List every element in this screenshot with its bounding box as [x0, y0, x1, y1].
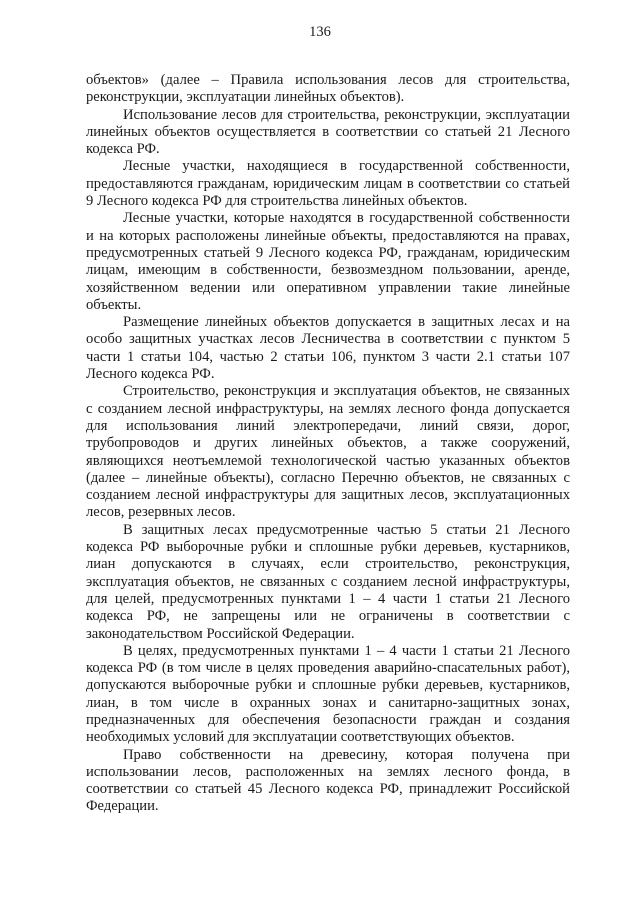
paragraph: Лесные участки, находящиеся в государственной собственности, предоставляются гражданам, юридическим лицам в соответствии со статьей 9 Лесного кодекса РФ для строительства линейных объектов.: [86, 158, 570, 210]
paragraph: В защитных лесах предусмотренные частью 5 статьи 21 Лесного кодекса РФ выборочные рубки и сплошные рубки деревьев, кустарников, лиан допускаются в случаях, если строительство, реконструкция, эксплуатация объектов, не связанных с созданием лесной инфраструктуры, для целей, предусмотренных пунктами 1 – 4 части 1 статьи 21 Лесного кодекса РФ, не запрещены или не ограничены в соответствии с законодательством Российской Федерации.: [86, 521, 570, 642]
paragraph: Лесные участки, которые находятся в государственной собственности и на которых расположены линейные объекты, предоставляются на правах, предусмотренных статьей 9 Лесного кодекса РФ, гражданам, юридическим лицам, имеющим в собственности, безвозмездном пользовании, аренде, хозяйственном ведении или оперативном управлении такие линейные объекты.: [86, 210, 570, 313]
paragraph-continuation: объектов» (далее – Правила использования лесов для строительства, реконструкции, эксплуатации линейных объектов).: [86, 72, 570, 106]
paragraph: В целях, предусмотренных пунктами 1 – 4 части 1 статьи 21 Лесного кодекса РФ (в том числе в целях проведения аварийно-спасательных работ), допускаются выборочные рубки и сплошные рубки деревьев, кустарников, лиан, в том числе в охранных зонах и санитарно-защитных зонах, предназначенных для обеспечения безопасности граждан и создания необходимых условий для эксплуатации соответствующих объектов.: [86, 642, 570, 746]
paragraph: Использование лесов для строительства, реконструкции, эксплуатации линейных объектов осуществляется в соответствии со статьей 21 Лесного кодекса РФ.: [86, 106, 570, 158]
paragraph: Право собственности на древесину, которая получена при использовании лесов, расположенных на землях лесного фонда, в соответствии со статьей 45 Лесного кодекса РФ, принадлежит Российской Федерации.: [86, 746, 570, 815]
document-body: [86, 72, 570, 816]
paragraph: Строительство, реконструкция и эксплуатация объектов, не связанных с созданием лесной инфраструктуры, на землях лесного фонда допускается для использования линий электропередачи, линий связи, дорог, трубопроводов и других линейных объектов, а также сооружений, являющихся неотъемлемой технологической частью указанных объектов (далее – линейные объекты), согласно Перечню объектов, не связанных с созданием лесной инфраструктуры для защитных лесов, эксплуатационных лесов, резервных лесов.: [86, 383, 570, 521]
page-number: 136: [309, 24, 331, 40]
paragraph: Размещение линейных объектов допускается в защитных лесах и на особо защитных участках лесов Лесничества в соответствии с пунктом 5 части 1 статьи 104, частью 2 статьи 106, пунктом 3 части 2.1 статьи 107 Лесного кодекса РФ.: [86, 314, 570, 383]
